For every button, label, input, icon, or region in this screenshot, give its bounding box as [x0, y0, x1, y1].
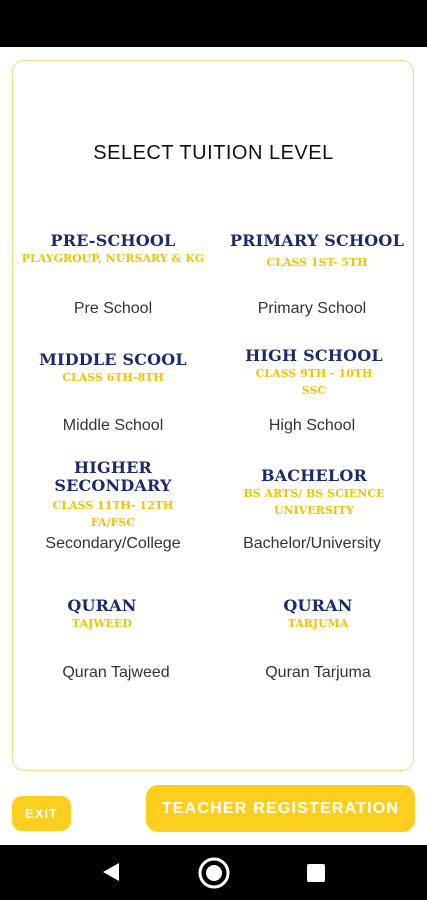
option-high-school[interactable]: [214, 347, 414, 399]
option-label-middle-school[interactable]: Middle School: [62, 417, 164, 434]
option-subheading: CLASS 9TH - 10TH: [255, 367, 373, 380]
option-subheading: PLAYGROUP, NURSARY & KG: [21, 252, 205, 265]
option-heading: QURAN: [283, 596, 353, 615]
option-label-primary-school[interactable]: Primary School: [257, 300, 367, 317]
option-subheading: CLASS 11TH- 12TH: [52, 499, 174, 512]
option-heading: HIGHER SECONDARY: [54, 458, 172, 495]
page-title: SELECT TUITION LEVEL: [93, 142, 334, 164]
option-heading: PRE-SCHOOL: [50, 231, 176, 250]
option-label-quran-tajweed[interactable]: Quran Tajweed: [62, 664, 170, 681]
option-higher-secondary[interactable]: [13, 459, 213, 531]
option-heading: MIDDLE SCOOL: [39, 350, 187, 369]
status-bar: [0, 0, 427, 47]
option-heading: HIGH SCHOOL: [245, 346, 383, 365]
teacher-registration-button[interactable]: TEACHER REGISTERATION: [146, 785, 415, 832]
option-label-pre-school[interactable]: Pre School: [73, 300, 153, 317]
option-middle-school[interactable]: [13, 351, 213, 386]
option-heading: PRIMARY SCHOOL: [229, 231, 405, 250]
option-subheading-2: UNIVERSITY: [274, 504, 354, 517]
option-subheading: TARJUMA: [287, 617, 349, 630]
option-label-quran-tarjuma[interactable]: Quran Tarjuma: [265, 664, 371, 681]
option-subheading: BS ARTS/ BS SCIENCE: [243, 487, 385, 500]
navigation-bar: [0, 845, 427, 900]
option-subheading: TAJWEED: [72, 617, 132, 630]
option-quran-tarjuma[interactable]: [218, 597, 418, 632]
option-label-high-school[interactable]: High School: [268, 417, 356, 434]
exit-button[interactable]: EXIT: [12, 796, 71, 831]
back-icon[interactable]: [101, 861, 121, 883]
option-label-bachelor[interactable]: Bachelor/University: [243, 535, 381, 552]
option-pre-school[interactable]: [13, 232, 213, 267]
option-quran-tajweed[interactable]: [2, 597, 202, 632]
home-icon[interactable]: [197, 856, 231, 890]
option-label-higher-secondary[interactable]: Secondary/College: [45, 535, 181, 552]
option-subheading: CLASS 6TH-8TH: [62, 371, 164, 384]
option-subheading-2: SSC: [301, 384, 327, 397]
option-subheading-2: FA/FSC: [90, 516, 136, 529]
option-bachelor[interactable]: [214, 467, 414, 519]
option-primary-school[interactable]: [217, 232, 417, 271]
option-heading: BACHELOR: [260, 466, 368, 485]
recents-icon[interactable]: [306, 863, 326, 883]
option-heading: QURAN: [67, 596, 137, 615]
option-subheading: CLASS 1ST- 5TH: [266, 256, 368, 269]
